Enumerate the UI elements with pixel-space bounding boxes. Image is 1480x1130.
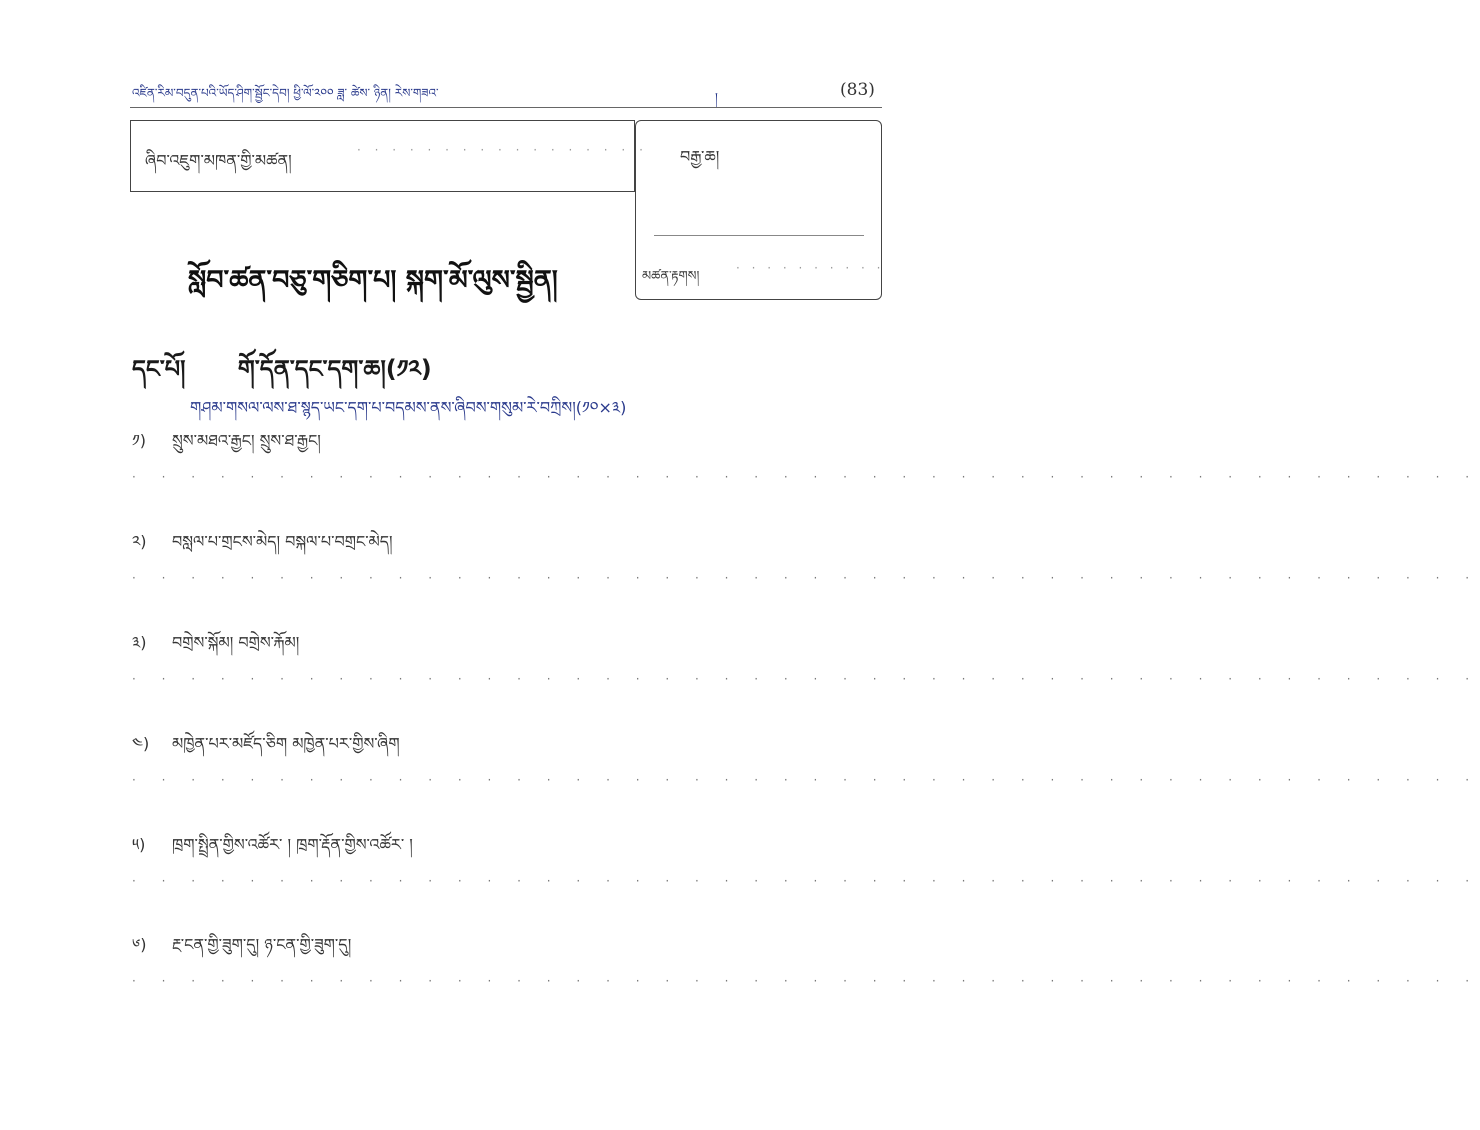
question-1 [132, 426, 1480, 484]
score-field[interactable] [654, 235, 864, 236]
section-number: དང་པོ། [132, 355, 186, 383]
answer-line[interactable]: · · · · · · · · · · · · · · · · · · · · · · · · · · · · · · · · · · · · · · · · · · · · · · [132, 874, 1480, 888]
score-box [635, 120, 885, 300]
question-2 [132, 527, 1480, 585]
question-text: ཁྲག་སྤྲིན་གྱིས་འཚོར་ ། ཁྲག་རྡོན་གྱིས་འཚོར་ ། [172, 835, 413, 854]
answer-line[interactable]: · · · · · · · · · · · · · · · · · · · · · · · · · · · · · · · · · · · · · · · · · · · · · · [132, 974, 1480, 988]
answer-line[interactable]: · · · · · · · · · · · · · · · · · · · · · · · · · · · · · · · · · · · · · · · · · · · · · · [132, 571, 1480, 585]
question-number: ༣) [132, 633, 147, 652]
answer-line[interactable]: · · · · · · · · · · · · · · · · · · · · · · · · · · · · · · · · · · · · · · · · · · · · · · [132, 773, 1480, 787]
question-text: བགྲེས་སྐོམ། བགྲེས་རྐོམ། [172, 633, 300, 652]
section-title: གོ་དོན་དང་དག་ཆ།(༡༢) [237, 355, 432, 383]
header-separator: ། [715, 91, 718, 106]
question-4 [132, 729, 1480, 787]
question-number: ༤) [132, 734, 150, 753]
answer-line[interactable]: · · · · · · · · · · · · · · · · · · · · · · · · · · · · · · · · · · · · · · · · · · · · · · [132, 470, 1480, 484]
answer-line[interactable]: · · · · · · · · · · · · · · · · · · · · · · · · · · · · · · · · · · · · · · · · · · · · · · [132, 672, 1480, 686]
question-3 [132, 628, 1480, 686]
examiner-name-field[interactable]: · · · · · · · · · · · · · · · · · [357, 143, 648, 157]
examiner-name-label: ཞིབ་འཇུག་མཁན་གྱི་མཚན། [145, 151, 292, 170]
question-6 [132, 930, 1480, 988]
signature-field[interactable]: · · · · · · · · · · [736, 261, 885, 275]
section-instruction: གཤམ་གསལ་ལས་ཐ་སྙད་ཡང་དག་པ་བདམས་ནས་ཞིབས་གསུམ་རེ་བཀྲིས།(༡༠×༣) [190, 398, 627, 417]
header-rule [130, 107, 882, 108]
question-text: རྔ་ངན་གྱི་ཟུག་དུ། ཉ་ངན་གྱི་ཟུག་དུ། [172, 935, 352, 954]
signature-label: མཚན་རྟགས། [642, 269, 700, 284]
lesson-title: སློབ་ཚན་བཅུ་གཅིག་པ། སྐག་མོ་ལུས་སྦྱིན། [188, 265, 558, 296]
page-number: (83) [840, 80, 875, 100]
question-number: ༥) [132, 835, 146, 854]
question-number: ༢) [132, 532, 147, 551]
question-text: བསླལ་པ་གྲངས་མེད། བསྐལ་པ་བགྲང་མེད། [172, 532, 393, 551]
question-5 [132, 830, 1480, 888]
question-text: སྲུས་མཐའ་རྒྱང། སྲུས་ཐ་རྒྱང། [172, 431, 321, 450]
question-number: ༡) [132, 431, 146, 450]
score-label: བརྒྱ་ཆ། [680, 147, 720, 166]
question-text: མཁྱེན་པར་མཛོད་ཅིག མཁྱེན་པར་གྱིས་ཞིག [172, 734, 400, 753]
question-number: ༦) [132, 935, 147, 954]
header-title: འཛིན་རིམ་བདུན་པའི་ཡོད་ཤིག་སྦྱོང་དེབ། ཕྱི་ལོ་༢༠༠ ཟླ་ ཚེས་ ཉིན། རེས་གཟའ་ [132, 86, 439, 100]
examiner-name-box [130, 120, 648, 192]
